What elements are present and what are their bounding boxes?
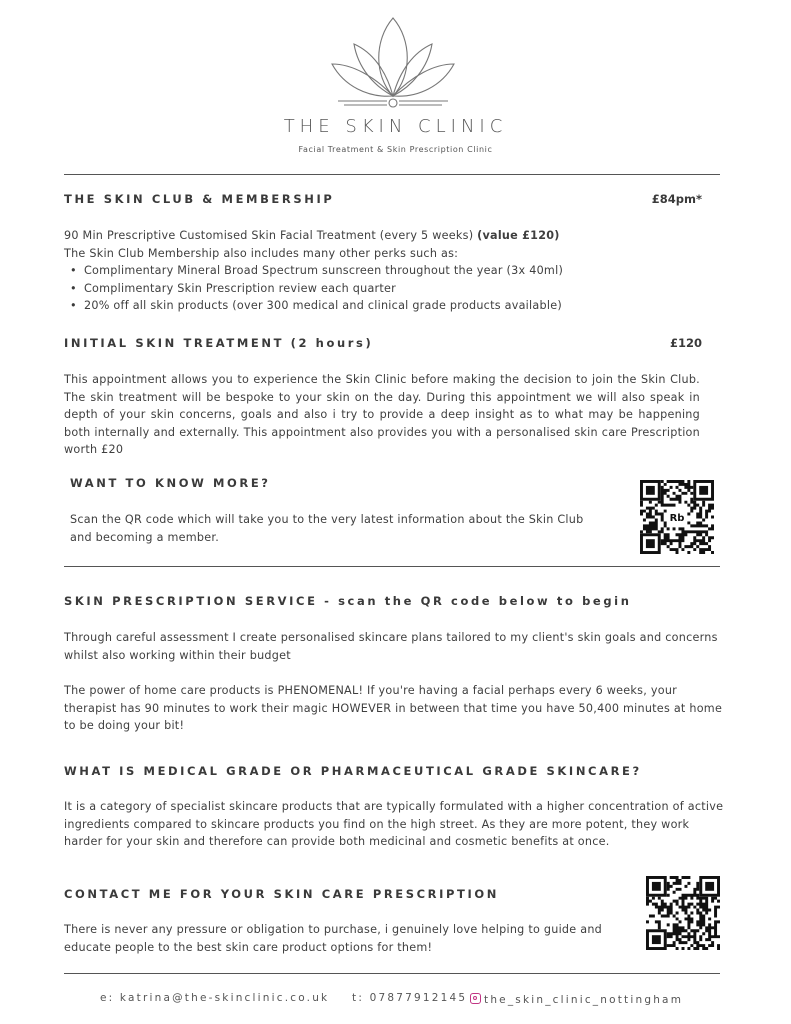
medical-heading: WHAT IS MEDICAL GRADE OR PHARMACEUTICAL GRADE SKINCARE? <box>64 764 642 778</box>
clinic-subtitle: Facial Treatment & Skin Prescription Clinic <box>298 145 493 154</box>
phone-link[interactable]: t: 07877912145 <box>352 992 468 1004</box>
qr-code-icon[interactable] <box>640 480 714 554</box>
email-link[interactable]: e: katrina@the-skinclinic.co.uk <box>100 992 330 1004</box>
membership-price: £84pm* <box>651 192 702 206</box>
divider <box>64 174 720 175</box>
contact-heading: CONTACT ME FOR YOUR SKIN CARE PRESCRIPTION <box>64 887 499 901</box>
contact-text: There is never any pressure or obligation to purchase, i genuinely love helping to guide and educate people to the best skin care product options for them! <box>64 923 603 954</box>
instagram-icon <box>470 993 481 1004</box>
initial-heading: INITIAL SKIN TREATMENT (2 hours) <box>64 336 374 350</box>
prescription-para-1: Through careful assessment I create personalised skincare plans tailored to my client's skin goals and concerns whilst also working within their budget <box>64 631 718 662</box>
qr-logo-text: Rb <box>669 513 685 524</box>
membership-details <box>64 227 714 315</box>
initial-price: £120 <box>669 336 702 350</box>
perks-list <box>64 262 714 315</box>
lotus-logo-icon <box>330 14 456 108</box>
clinic-title: THE SKIN CLINIC <box>283 116 508 137</box>
prescription-heading: SKIN PRESCRIPTION SERVICE - scan the QR code below to begin <box>64 594 632 608</box>
list-item: • Complimentary Skin Prescription review each quarter <box>64 280 714 298</box>
qr-code-icon[interactable] <box>646 876 720 950</box>
membership-treatment-text: 90 Min Prescriptive Customised Skin Facial Treatment (every 5 weeks) <box>64 229 474 242</box>
membership-line-1 <box>64 227 714 245</box>
membership-heading: THE SKIN CLUB & MEMBERSHIP <box>64 192 335 206</box>
membership-value: (value £120) <box>477 229 560 242</box>
know-more-heading: WANT TO KNOW MORE? <box>70 476 271 490</box>
medical-text: It is a category of specialist skincare products that are typically formulated with a higher concentration of active ingredients compared to skincare products you find on the high street. As they are more potent, they work harder for your skin and therefore can provide both medicinal and cosmetic benefits at once. <box>64 800 724 848</box>
initial-description: This appointment allows you to experience the Skin Clinic before making the decision to join the Skin Club. The skin treatment will be bespoke to your skin on the day. During this appointment we will also speak in depth of your skin concerns, goals and also i try to provide a deep insight as to what may be happening both internally and externally. This appointment also provides you with a personalised skin care Prescription worth £20 <box>64 373 700 456</box>
instagram-handle: the_skin_clinic_nottingham <box>484 994 684 1006</box>
know-more-text: Scan the QR code which will take you to the very latest information about the Skin Club and becoming a member. <box>70 513 584 544</box>
membership-line-2: The Skin Club Membership also includes many other perks such as: <box>64 246 459 260</box>
list-item: • Complimentary Mineral Broad Spectrum sunscreen throughout the year (3x 40ml) <box>64 262 714 280</box>
list-item: • 20% off all skin products (over 300 medical and clinical grade products available) <box>64 297 714 315</box>
prescription-para-2: The power of home care products is PHENOMENAL! If you're having a facial perhaps every 6 weeks, your therapist has 90 minutes to work their magic HOWEVER in between that time you have 50,400 minutes at home to be doing your bit! <box>64 684 723 732</box>
divider <box>64 566 720 567</box>
instagram-link[interactable] <box>470 992 683 1006</box>
divider <box>64 973 720 974</box>
